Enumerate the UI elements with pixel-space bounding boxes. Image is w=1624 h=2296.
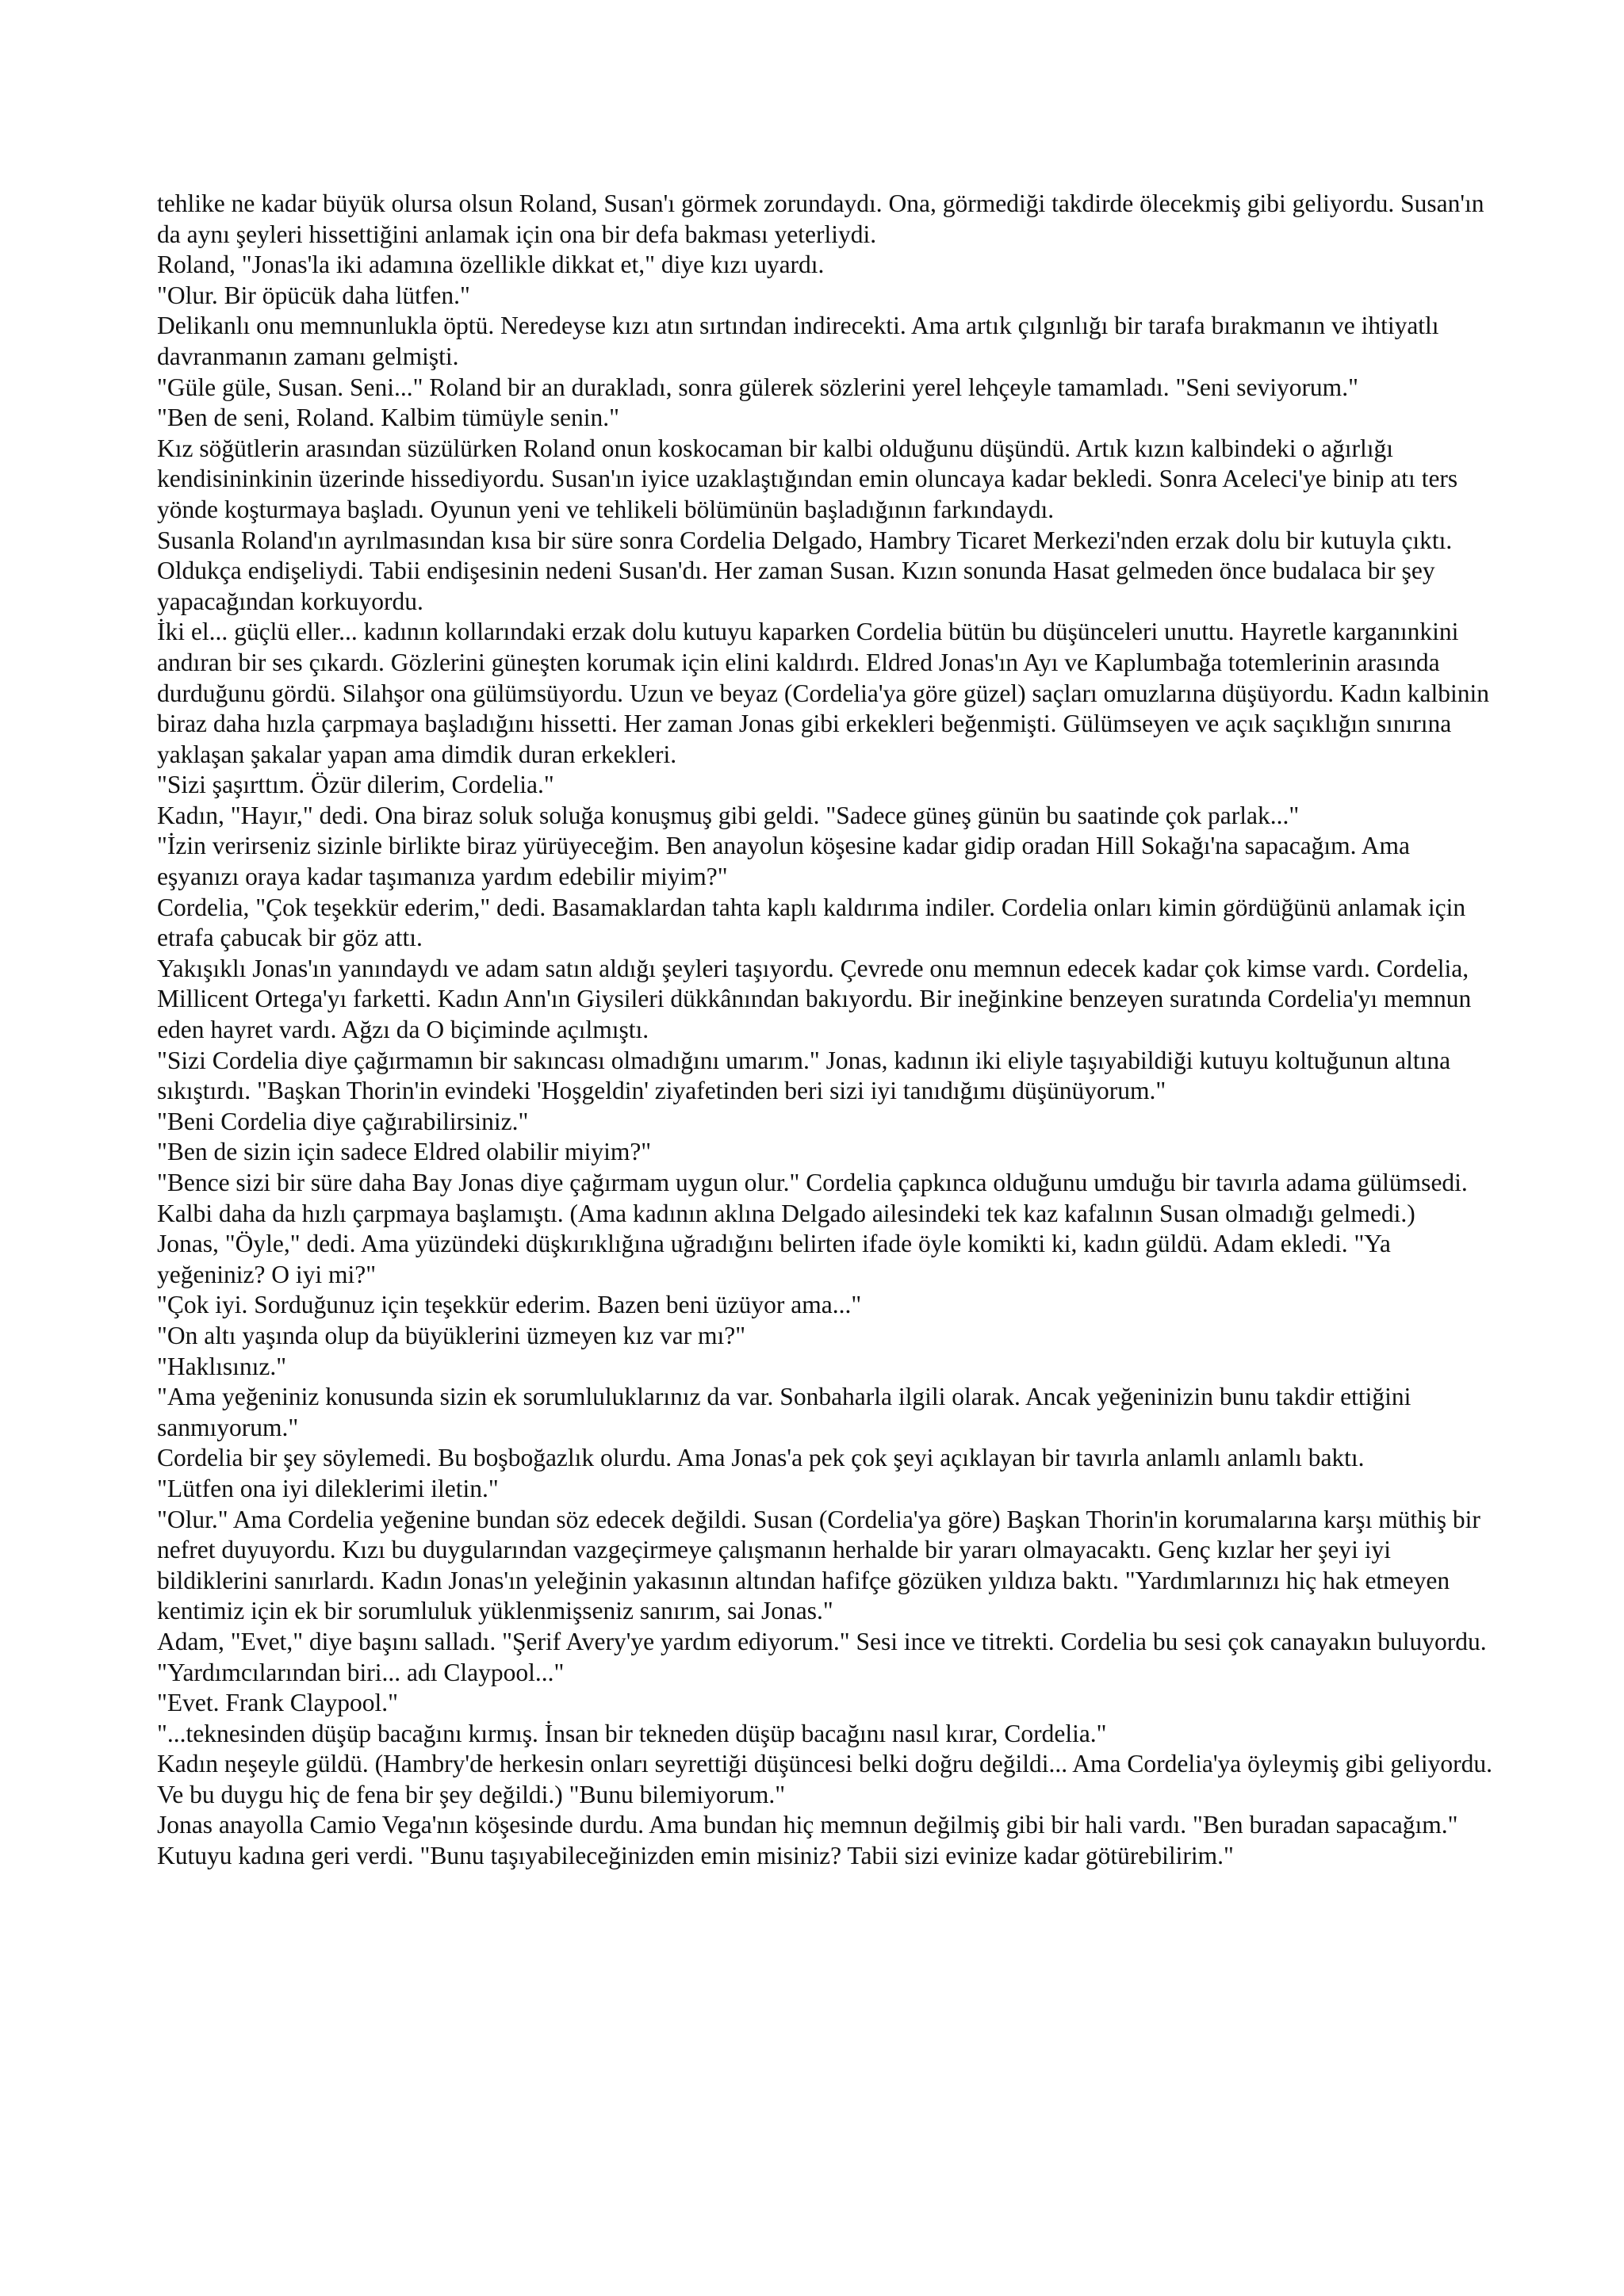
paragraph: Delikanlı onu memnunlukla öptü. Neredeyse kızı atın sırtından indirecekti. Ama artık çılgınlığı bir tarafa bırakmanın ve ihtiyatlı davranmanın zamanı gelmişti.: [157, 312, 1439, 370]
paragraph: "Ben de sizin için sadece Eldred olabilir miyim?": [157, 1138, 652, 1166]
paragraph: Susanla Roland'ın ayrılmasından kısa bir süre sonra Cordelia Delgado, Hambry Ticaret Merkezi'nden erzak dolu bir kutuyla çıktı. Oldukça endişeliydi. Tabii endişesinin nedeni Susan'dı. Her zaman Susan. Kızın sonunda Hasat gelmeden önce budalaca bir şey yapacağından korkuyordu.: [157, 526, 1453, 615]
paragraph: "Lütfen ona iyi dileklerimi iletin.": [157, 1474, 499, 1502]
paragraph: Jonas, "Öyle," dedi. Ama yüzündeki düşkırıklığına uğradığını belirten ifade öyle komikti ki, kadın güldü. Adam ekledi. "Ya yeğeniniz? O iyi mi?": [157, 1230, 1391, 1288]
paragraph: "Sizi şaşırttım. Özür dilerim, Cordelia.": [157, 771, 554, 799]
paragraph: "Evet. Frank Claypool.": [157, 1689, 398, 1717]
paragraph: tehlike ne kadar büyük olursa olsun Roland, Susan'ı görmek zorundaydı. Ona, görmediği takdirde ölecekmiş gibi geliyordu. Susan'ın da aynı şeyleri hissettiğini anlamak için ona bir defa bakması yeterliydi.: [157, 189, 1484, 248]
paragraph: "Beni Cordelia diye çağırabilirsiniz.": [157, 1107, 529, 1135]
book-page: [157, 189, 1497, 1872]
paragraph: İki el... güçlü eller... kadının kollarındaki erzak dolu kutuyu kaparken Cordelia bütün bu düşünceleri unuttu. Hayretle karganınkini andıran bir ses çıkardı. Gözlerini güneşten korumak için elini kaldırdı. Eldred Jonas'ın Ayı ve Kaplumbağa totemlerinin arasında durduğunu gördü. Silahşor ona gülümsüyordu. Uzun ve beyaz (Cordelia'ya göre güzel) saçları omuzlarına düşüyordu. Kadın kalbinin biraz daha hızla çarpmaya başladığını hissetti. Her zaman Jonas gibi erkekleri beğenmişti. Gülümseyen ve açık saçıklığın sınırına yaklaşan şakalar yapan ama dimdik duran erkekleri.: [157, 618, 1490, 768]
paragraph: Jonas anayolla Camio Vega'nın köşesinde durdu. Ama bundan hiç memnun değilmiş gibi bir hali vardı. "Ben buradan sapacağım.": [157, 1811, 1458, 1839]
paragraph: Kadın neşeyle güldü. (Hambry'de herkesin onları seyrettiği düşüncesi belki doğru değildi... Ama Cordelia'ya öyleymiş gibi geliyordu. Ve bu duygu hiç de fena bir şey değildi.) "Bunu bilemiyorum.": [157, 1750, 1492, 1808]
paragraph: "Olur. Bir öpücük daha lütfen.": [157, 281, 470, 309]
paragraph: "Çok iyi. Sorduğunuz için teşekkür ederim. Bazen beni üzüyor ama...": [157, 1291, 862, 1319]
paragraph: "Ama yeğeniniz konusunda sizin ek sorumluluklarınız da var. Sonbaharla ilgili olarak. Ancak yeğeninizin bunu takdir ettiğini sanmıyorum.": [157, 1383, 1411, 1441]
paragraph: Cordelia bir şey söylemedi. Bu boşboğazlık olurdu. Ama Jonas'a pek çok şeyi açıklayan bir tavırla anlamlı anlamlı baktı.: [157, 1444, 1365, 1472]
paragraph: Kadın, "Hayır," dedi. Ona biraz soluk soluğa konuşmuş gibi geldi. "Sadece güneş günün bu saatinde çok parlak...": [157, 801, 1300, 829]
paragraph: "Bence sizi bir süre daha Bay Jonas diye çağırmam uygun olur." Cordelia çapkınca olduğunu umduğu bir tavırla adama gülümsedi. Kalbi daha da hızlı çarpmaya başlamıştı. (Ama kadının aklına Delgado ailesindeki tek kaz kafalının Susan olmadığı gelmedi.): [157, 1169, 1468, 1227]
paragraph: Roland, "Jonas'la iki adamına özellikle dikkat et," diye kızı uyardı.: [157, 251, 825, 279]
paragraph: "Güle güle, Susan. Seni..." Roland bir an durakladı, sonra gülerek sözlerini yerel lehçeyle tamamladı. "Seni seviyorum.": [157, 373, 1358, 401]
paragraph: "Sizi Cordelia diye çağırmamın bir sakıncası olmadığını umarım." Jonas, kadının iki eliyle taşıyabildiği kutuyu koltuğunun altına sıkıştırdı. "Başkan Thorin'in evindeki 'Hoşgeldin' ziyafetinden beri sizi iyi tanıdığımı düşünüyorum.": [157, 1046, 1451, 1105]
paragraph: "On altı yaşında olup da büyüklerini üzmeyen kız var mı?": [157, 1321, 746, 1349]
paragraph: "...teknesinden düşüp bacağını kırmış. İnsan bir tekneden düşüp bacağını nasıl kırar, Cordelia.": [157, 1719, 1107, 1747]
paragraph: "Ben de seni, Roland. Kalbim tümüyle senin.": [157, 404, 620, 432]
paragraph: Yakışıklı Jonas'ın yanındaydı ve adam satın aldığı şeyleri taşıyordu. Çevrede onu memnun edecek kadar çok kimse vardı. Cordelia, Millicent Ortega'yı farketti. Kadın Ann'ın Giysileri dükkânından bakıyordu. Bir ineğinkine benzeyen suratında Cordelia'yı memnun eden hayret vardı. Ağzı da O biçiminde açılmıştı.: [157, 954, 1472, 1044]
paragraph: Cordelia, "Çok teşekkür ederim," dedi. Basamaklardan tahta kaplı kaldırıma indiler. Cordelia onları kimin gördüğünü anlamak için etrafa çabucak bir göz attı.: [157, 893, 1466, 952]
paragraph: "Haklısınız.": [157, 1352, 287, 1380]
paragraph: "Olur." Ama Cordelia yeğenine bundan söz edecek değildi. Susan (Cordelia'ya göre) Başkan Thorin'in korumalarına karşı müthiş bir nefret duyuyordu. Kızı bu duygularından vazgeçirmeye çalışmanın herhalde bir yararı olmayacaktı. Genç kızlar her şeyi iyi bildiklerini sanırlardı. Kadın Jonas'ın yeleğinin yakasının altından hafifçe gözüken yıldıza baktı. "Yardımlarınızı hiç hak etmeyen kentimiz için ek bir sorumluluk yüklenmişseniz sanırım, sai Jonas.": [157, 1505, 1480, 1625]
paragraph: Kutuyu kadına geri verdi. "Bunu taşıyabileceğinizden emin misiniz? Tabii sizi evinize kadar götürebilirim.": [157, 1842, 1234, 1870]
paragraph: "İzin verirseniz sizinle birlikte biraz yürüyeceğim. Ben anayolun köşesine kadar gidip oradan Hill Sokağı'na sapacağım. Ama eşyanızı oraya kadar taşımanıza yardım edebilir miyim?": [157, 832, 1410, 891]
paragraph: Kız söğütlerin arasından süzülürken Roland onun koskocaman bir kalbi olduğunu düşündü. Artık kızın kalbindeki o ağırlığı kendisininkinin üzerinde hissediyordu. Susan'ın iyice uzaklaştığından emin oluncaya kadar bekledi. Sonra Aceleci'ye binip atı ters yönde koşturmaya başladı. Oyunun yeni ve tehlikeli bölümünün başladığının farkındaydı.: [157, 434, 1458, 523]
paragraph: Adam, "Evet," diye başını salladı. "Şerif Avery'ye yardım ediyorum." Sesi ince ve titrekti. Cordelia bu sesi çok canayakın buluyordu. "Yardımcılarından biri... adı Claypool...": [157, 1627, 1487, 1686]
